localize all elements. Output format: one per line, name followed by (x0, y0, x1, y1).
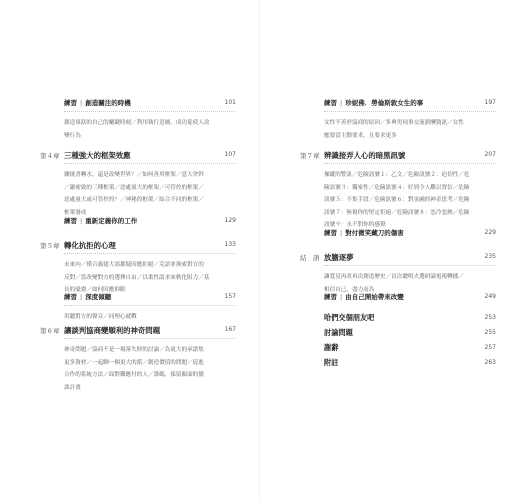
summary-line: 合作的系統方法／面對難應付的人／籌碼，保留顏面的僵 (64, 372, 204, 378)
summary-line: 變行為 (64, 132, 81, 139)
summary-line: 談計畫 (64, 384, 81, 391)
back-matter-title[interactable]: 附註 (324, 358, 339, 367)
practice-heading[interactable] (64, 98, 131, 107)
page-number: 235 (484, 253, 496, 260)
page-number: 255 (484, 329, 496, 336)
summary-line: 訊號９：永不對你的感覺 (324, 222, 386, 228)
page-number: 257 (484, 344, 496, 351)
summary-line: 操縱的警訊／危險訊號１：乙文／危險訊號２：迫切性／危 (324, 172, 470, 178)
summary-line: 神奇問題／協商不是一場落失財的討論／為更大的承諾集 (64, 347, 204, 353)
page-number: 167 (224, 326, 236, 333)
practice-title: 由自己開始帶來改變 (345, 293, 404, 301)
page-number: 101 (224, 99, 236, 106)
page-number: 129 (224, 217, 236, 224)
summary-line: 反對／當改變對方的選擇自由／以柔性請求來軟化阻力／基 (64, 274, 210, 281)
back-matter-title[interactable]: 討論問題 (324, 328, 353, 337)
practice-title: 對付微笑藏刀的傷害 (345, 229, 404, 237)
dotted-rule (64, 305, 236, 306)
dotted-rule (324, 111, 496, 112)
page-number: 133 (224, 241, 236, 248)
section-summary (64, 259, 224, 297)
practice-heading[interactable] (324, 292, 404, 301)
summary-line: 險訊號３：獨家性／危險訊號４：好到令人難以置信／危險 (324, 184, 470, 191)
summary-line: 訊號５：不集手段／危險訊號６：對金融的神奇思考／危險 (324, 197, 470, 203)
summary-line: 讓寬見再改再次創造歷史／首次聰明夫選研論電視轉播／ (324, 274, 464, 280)
summary-line: 應要當主動要求，且要求更多 (324, 132, 397, 139)
practice-tag: 練習 (64, 217, 77, 225)
chapter-number: 第５章 (40, 242, 60, 250)
practice-heading[interactable] (324, 98, 423, 107)
dotted-rule (64, 253, 236, 254)
dotted-rule (324, 265, 496, 266)
separator: | (340, 99, 343, 107)
separator: | (340, 293, 343, 301)
summary-line: 用聽對方的聲音／同理心就戰 (64, 314, 137, 320)
chapter-title[interactable]: 轉化抗拒的心理 (64, 241, 116, 250)
practice-title: 珍妮佛．勞倫斯敦女生的事 (345, 99, 424, 107)
practice-title: 重新定義你的工作 (85, 217, 138, 225)
section-summary (64, 311, 224, 324)
practice-heading[interactable] (324, 228, 404, 237)
practice-tag: 練習 (324, 99, 337, 107)
summary-line: ／嚴密致的三種框架／惡處量大的框架／可管控的框架／ (64, 184, 204, 191)
summary-line: 未來內／僅合義建大部郡疑因應拒絕／克語並探索對方的 (64, 262, 204, 268)
section-summary (324, 169, 484, 232)
page-number: 107 (224, 151, 236, 158)
summary-line: 相信自己，盡力而為 (324, 286, 375, 293)
separator: | (340, 229, 343, 237)
chapter-number: 第７章 (300, 152, 320, 160)
chapter-title[interactable]: 三種強大的框架效應 (64, 151, 131, 160)
summary-line: 惡處量大或可管控的？／神秘的框架／結合不同的框架／ (64, 197, 204, 203)
page-number: 263 (484, 359, 496, 366)
practice-heading[interactable] (64, 292, 111, 301)
separator: | (80, 293, 83, 301)
practice-tag: 練習 (324, 293, 337, 301)
page-number: 229 (484, 229, 496, 236)
summary-line: 女性不善於協商的原因／多典男同事交流薪酬資訊／女性 (324, 120, 464, 126)
summary-line: 繃燒書轉水，還是改變世界？／如何善用框架／意大舍幹 (64, 172, 204, 178)
chapter-number: 結 語 (300, 254, 320, 262)
section-summary (324, 117, 484, 142)
summary-line: 更多資材／一起聊一個更大的派／創造價值的問題／促進 (64, 359, 204, 366)
chapter-title[interactable]: 辨識接弄人心的暗黑訊號 (324, 151, 406, 160)
back-matter-title[interactable]: 謝辭 (324, 343, 339, 352)
summary-line: 訊號７：無視你的堅定拒絕／危險訊號８：忽冷忽熱／危險 (324, 209, 470, 216)
book-gutter (259, 0, 260, 500)
back-matter-title[interactable]: 哈們交個朋友吧 (324, 313, 375, 322)
chapter-number: 第６章 (40, 327, 60, 335)
practice-tag: 練習 (64, 99, 77, 107)
separator: | (80, 99, 83, 107)
dotted-rule (64, 163, 236, 164)
practice-tag: 練習 (64, 293, 77, 301)
page-number: 157 (224, 293, 236, 300)
practice-title: 深度傾聽 (85, 293, 112, 301)
practice-heading[interactable] (64, 216, 137, 225)
summary-line: 長的憂慮／如何因應抑眠 (64, 287, 126, 293)
dotted-rule (64, 111, 236, 112)
chapter-number: 第４章 (40, 152, 60, 160)
page-number: 253 (484, 314, 496, 321)
page-number: 197 (484, 99, 496, 106)
page-number: 249 (484, 293, 496, 300)
chapter-title[interactable]: 讓談判協商變順利的神奇問題 (64, 326, 161, 335)
right-page (260, 0, 520, 500)
practice-title: 創造關注的時機 (85, 99, 131, 107)
dotted-rule (64, 338, 236, 339)
section-summary (64, 344, 224, 394)
section-summary (64, 117, 224, 142)
separator: | (80, 217, 83, 225)
dotted-rule (324, 163, 496, 164)
summary-line: 創造巢狀的自己的關鍵時刻／利用執行意圖，成功促使人改 (64, 120, 210, 126)
chapter-title[interactable]: 放膽逐夢 (324, 253, 354, 262)
summary-line: 框架發成 (64, 209, 87, 216)
section-summary (64, 169, 224, 219)
page-number: 207 (484, 151, 496, 158)
practice-tag: 練習 (324, 229, 337, 237)
